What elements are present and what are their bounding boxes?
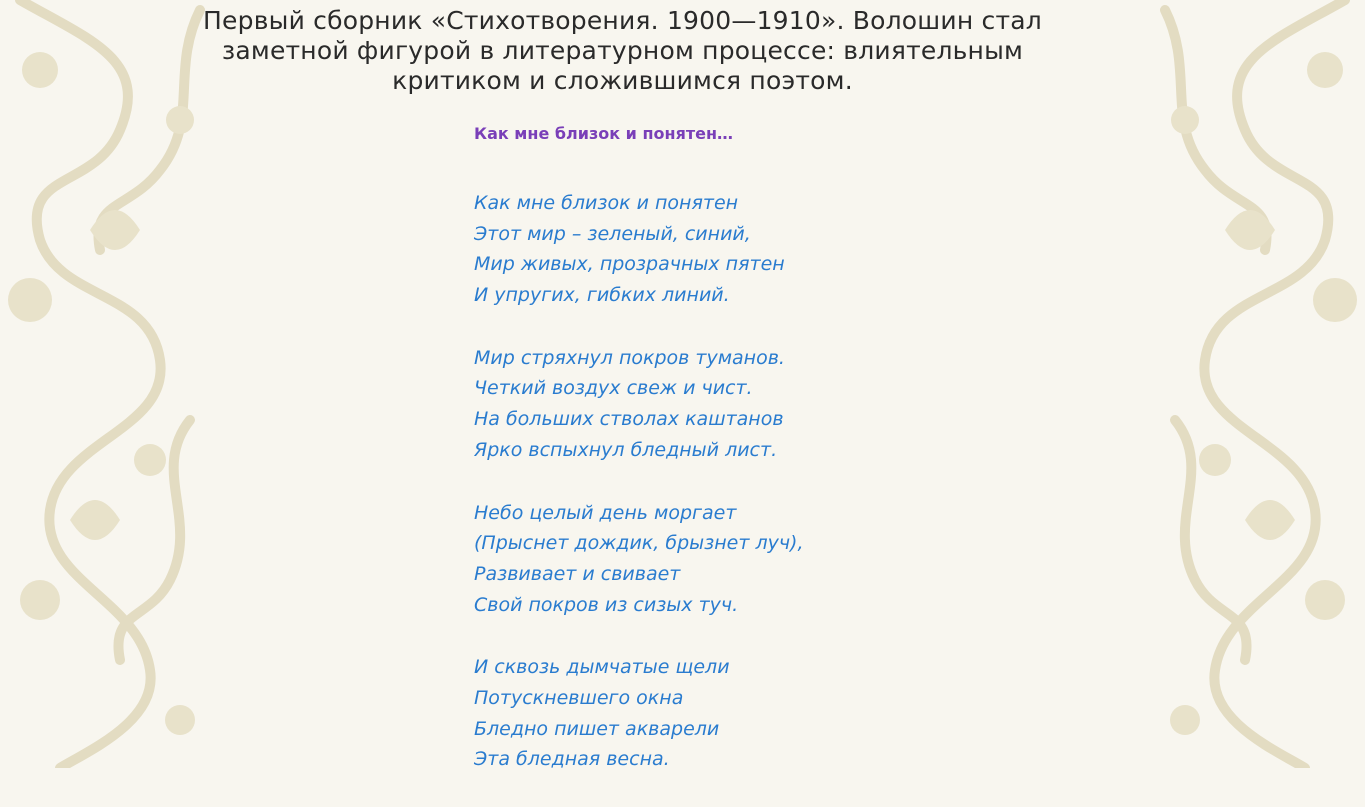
- poem-line: И сквозь дымчатые щели: [474, 656, 730, 679]
- poem-line: Ярко вспыхнул бледный лист.: [474, 438, 778, 461]
- poem-stanza-4: [474, 652, 934, 775]
- poem-line: (Прыснет дождик, брызнет луч),: [474, 532, 804, 555]
- poem-line: Бледно пишет акварели: [474, 717, 720, 740]
- poem-line: Небо целый день моргает: [474, 501, 737, 524]
- poem-stanza-1: [474, 188, 934, 311]
- intro-paragraph: [140, 6, 1105, 96]
- poem-title: Как мне близок и понятен…: [474, 124, 734, 143]
- poem-line: Как мне близок и понятен: [474, 192, 739, 214]
- poem: [474, 122, 934, 807]
- damask-ornament-right: [1130, 0, 1365, 768]
- poem-line: Развивает и свивает: [474, 562, 681, 585]
- poem-line: Четкий воздух свеж и чист.: [474, 377, 753, 400]
- poem-line: И упругих, гибких линий.: [474, 284, 730, 307]
- damask-ornament-left: [0, 0, 230, 768]
- intro-line-1: Первый сборник «Стихотворения. 1900—1910». Волошин стал: [203, 6, 1042, 35]
- poem-stanza-2: [474, 343, 934, 466]
- poem-line: Мир живых, прозрачных пятен: [474, 253, 785, 276]
- poem-stanza-3: [474, 498, 934, 621]
- intro-line-2: заметной фигурой в литературном процессе: влиятельным: [221, 36, 1024, 65]
- poem-line: Эта бледная весна.: [474, 748, 670, 771]
- poem-line: Потускневшего окна: [474, 686, 684, 709]
- poem-line: Этот мир – зеленый, синий,: [474, 222, 751, 245]
- poem-line: Свой покров из сизых туч.: [474, 593, 739, 616]
- poem-line: На больших стволах каштанов: [474, 408, 784, 431]
- poem-line: Мир стряхнул покров туманов.: [474, 346, 785, 369]
- intro-line-3: критиком и сложившимся поэтом.: [392, 66, 853, 95]
